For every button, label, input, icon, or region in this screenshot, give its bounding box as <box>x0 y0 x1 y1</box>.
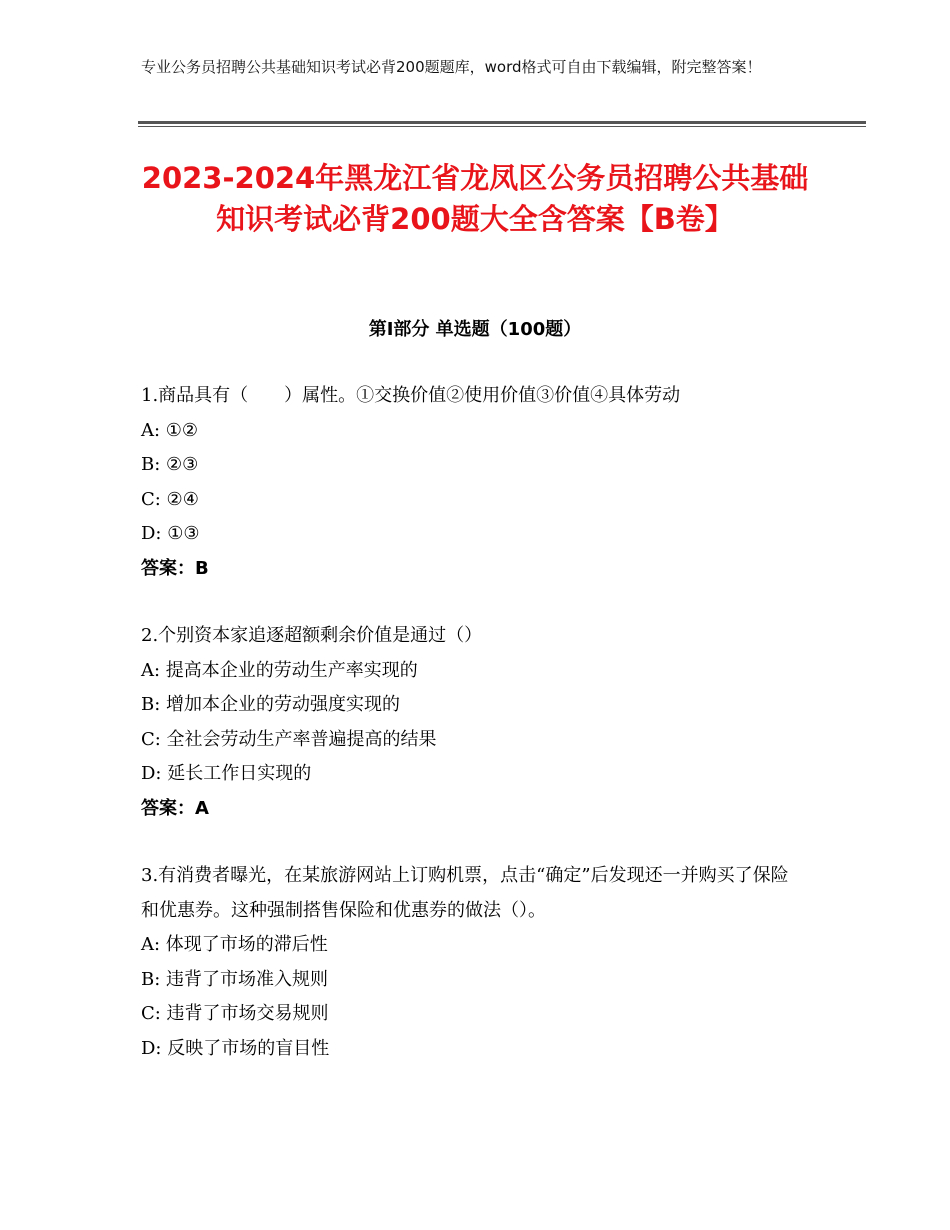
question-2 <box>141 619 811 826</box>
option-c: C: 违背了市场交易规则 <box>141 1003 329 1024</box>
question-stem: 2.个别资本家追逐超额剩余价值是通过（） <box>141 625 483 646</box>
question-3 <box>141 859 811 1066</box>
header-divider-thin <box>138 126 866 127</box>
option-c: C: ②④ <box>141 488 199 510</box>
option-d: D: 反映了市场的盲目性 <box>141 1037 330 1059</box>
option-a: A: ①② <box>141 419 199 441</box>
option-c: C: 全社会劳动生产率普遍提高的结果 <box>141 728 437 750</box>
option-a: A: 体现了市场的滞后性 <box>141 934 328 955</box>
option-d: D: ①③ <box>141 523 200 544</box>
option-a: A: 提高本企业的劳动生产率实现的 <box>141 659 418 681</box>
question-list <box>141 379 811 1066</box>
option-b: B: 增加本企业的劳动强度实现的 <box>141 694 401 715</box>
answer: 答案：B <box>141 557 209 579</box>
question-stem: 3.有消费者曝光，在某旅游网站上订购机票，点击“确定”后发现还一并购买了保险和优惠券。这种强制搭售保险和优惠券的做法（）。 <box>141 865 789 921</box>
question-1 <box>141 379 811 586</box>
header-note: 专业公务员招聘公共基础知识考试必背200题题库，word格式可自由下载编辑，附完整答案！ <box>141 58 762 76</box>
document-title: 2023-2024年黑龙江省龙凤区公务员招聘公共基础知识考试必背200题大全含答案【B卷】 <box>141 161 809 236</box>
option-d: D: 延长工作日实现的 <box>141 763 312 784</box>
option-b: B: ②③ <box>141 454 199 475</box>
section-title: 第Ⅰ部分 单选题（100题） <box>368 319 582 340</box>
header-divider-thick <box>138 121 866 124</box>
question-stem: 1.商品具有（ ）属性。①交换价值②使用价值③价值④具体劳动 <box>141 385 681 406</box>
option-b: B: 违背了市场准入规则 <box>141 968 329 990</box>
answer: 答案：A <box>141 797 209 819</box>
